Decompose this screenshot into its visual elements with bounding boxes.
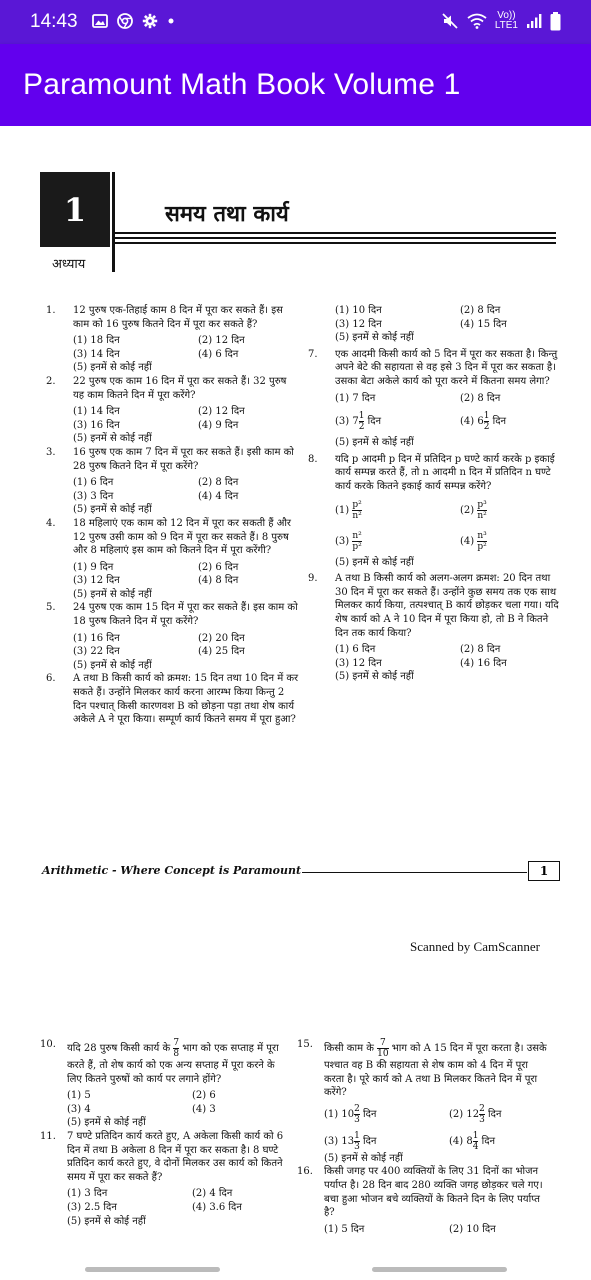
option-prefix: (4) 8 (449, 1135, 473, 1147)
option: (3) 16 दिन (73, 419, 120, 431)
option: (4) 8 दिन (198, 575, 239, 587)
question-4 (46, 517, 300, 558)
question-6 (46, 672, 300, 726)
chapter-title: समय तथा कार्य (165, 201, 289, 227)
option-prefix: (1) (335, 504, 350, 516)
fraction (354, 1104, 360, 1125)
option: (1) 3 दिन (67, 1188, 108, 1200)
option: (2) 8 दिन (460, 305, 501, 316)
option: (2) 6 दिन (198, 561, 239, 573)
question-3 (46, 446, 300, 473)
numerator: 2 (354, 1103, 360, 1114)
page-footer-text: Arithmetic - Where Concept is Paramount (42, 864, 302, 877)
status-right-icons (441, 11, 561, 31)
fraction (473, 1131, 479, 1152)
option: (3) 3 दिन (73, 490, 114, 502)
option: (1) 9 दिन (73, 561, 114, 573)
numerator: n² (352, 530, 362, 541)
right-column (308, 304, 560, 684)
option: (5) इनमें से कोई नहीं (73, 362, 152, 374)
option-prefix: (1) 10 (324, 1108, 355, 1120)
battery-icon (550, 12, 561, 31)
question-text: 24 पुरुष एक काम 15 दिन में पूरा कर सकते हैं। इस काम को 18 पुरुष कितने दिन में पूरा करेंगे? (73, 602, 298, 628)
question-5 (46, 601, 300, 628)
question-11-options (67, 1187, 290, 1214)
signal-icon (526, 13, 542, 29)
wifi-icon (467, 13, 487, 29)
option: (5) इनमें से कोई नहीं (73, 433, 152, 445)
question-9 (308, 572, 560, 640)
option: (1) 10 दिन (335, 305, 382, 316)
status-bar (0, 0, 591, 44)
option: (3) 22 दिन (73, 646, 120, 658)
option (460, 500, 570, 521)
network-bottom-label: LTE1 (494, 20, 518, 31)
question-8 (308, 453, 560, 494)
option: (4) 3.6 दिन (192, 1201, 242, 1213)
option: (3) 14 दिन (73, 348, 120, 360)
title-rule (114, 242, 556, 244)
numerator: 1 (472, 1130, 479, 1141)
left-column (40, 1038, 290, 1228)
numerator: 1 (483, 411, 490, 422)
question-text: A तथा B किसी कार्य को क्रमश: 15 दिन तथा 10 दिन में कर सकते हैं। उन्होंने मिलकर कार्य करना आरम्भ किया किन्तु 2 दिन पश्चात् किसी कारणवश B को छोड़ना पड़ा तथा शेष कार्य अकेले A ने पूरा किया। सम्पूर्ण कार्य कितने समय में पूरा हुआ? (73, 673, 299, 726)
numerator: p³ (477, 499, 487, 510)
option-suffix: दिन (481, 1135, 496, 1147)
option: (2) 12 दिन (198, 406, 245, 418)
title-rule (114, 232, 556, 234)
fraction (359, 411, 365, 432)
option-prefix: (3) (335, 535, 350, 547)
denominator: 3 (479, 1114, 485, 1125)
pdf-viewer[interactable] (0, 126, 591, 1280)
question-text: A तथा B किसी कार्य को अलग-अलग क्रमश: 20 दिन तथा 30 दिन में पूरा कर सकते हैं। उन्होंने कुछ समय तक एक साथ मिलकर कार्य किया, तत्पश्चात् B कार्य छोड़कर चला गया। यदि शेष कार्य को A ने 10 दिन में पूरा किया हो, तो B ने कितने दिन तक कार्य किया? (335, 573, 559, 639)
option (324, 1104, 449, 1125)
footer-rule (302, 872, 527, 873)
option: (5) इनमें से कोई नहीं (73, 588, 152, 600)
option: (5) इनमें से कोई नहीं (73, 504, 152, 516)
option: (2) 10 दिन (449, 1223, 496, 1235)
denominator: 10 (377, 1049, 389, 1059)
option (324, 1131, 449, 1152)
status-time: 14:43 (30, 11, 78, 32)
question-text: यदि 28 पुरुष किसी कार्य के (67, 1043, 171, 1054)
option: (3) 12 दिन (335, 657, 382, 669)
app-bar (0, 44, 591, 126)
question-number: 4. (46, 517, 56, 529)
option-prefix: (4) 6 (460, 416, 484, 428)
mute-icon (441, 12, 459, 30)
option: (5) इनमें से कोई नहीं (335, 671, 414, 683)
chrome-icon (117, 13, 133, 29)
option: (5) इनमें से कोई नहीं (335, 437, 414, 449)
question-number: 2. (46, 375, 56, 387)
pdf-page-2 (0, 986, 591, 1280)
question-number: 5. (46, 602, 56, 614)
chapter-number: 1 (40, 172, 110, 247)
option-prefix: (3) 13 (324, 1135, 355, 1147)
question-text: किसी जगह पर 400 व्यक्तियों के लिए 31 दिनों का भोजन पर्याप्त है। 28 दिन बाद 280 व्यक्ति जगह छोड़कर चले गए। बचा हुआ भोजन बचे व्यक्तियों के कितने दिन के लिए पर्याप्त है? (324, 1166, 543, 1219)
fraction (377, 1038, 388, 1059)
option: (2) 4 दिन (192, 1188, 233, 1200)
option: (1) 6 दिन (335, 644, 376, 656)
option: (5) इनमें से कोई नहीं (67, 1215, 146, 1227)
question-number: 7. (308, 348, 318, 360)
option: (5) इनमें से कोई नहीं (335, 332, 414, 344)
network-top-label: Vo)) (497, 10, 516, 21)
question-text: यदि p आदमी p दिन में प्रतिदिन p घण्टे कार्य करके p इकाई कार्य सम्पन्न करते हैं, तो n आदमी n दिन में प्रतिदिन n घण्टे कार्य करके कितने इकाई कार्य सम्पन्न करेंगे? (335, 453, 555, 492)
numerator: 1 (358, 411, 365, 422)
denominator: 2 (358, 422, 365, 433)
question-text: 12 पुरुष एक-तिहाई काम 8 दिन में पूरा कर सकते हैं। इस काम को 16 पुरुष कितने दिन में पूरा कर सकते हैं? (73, 305, 283, 330)
option (449, 1131, 559, 1152)
option: (3) 2.5 दिन (67, 1201, 117, 1213)
question-15 (297, 1038, 547, 1100)
question-7-options (335, 392, 560, 433)
option: (3) 12 दिन (335, 318, 382, 330)
option (335, 531, 460, 552)
option-suffix: दिन (488, 1108, 502, 1120)
question-number: 16. (297, 1166, 313, 1178)
fraction (477, 531, 486, 552)
title-rule (114, 237, 556, 239)
question-3-options (73, 476, 300, 503)
fraction (479, 1104, 485, 1125)
page-scroll-handle[interactable] (372, 1267, 507, 1272)
question-11 (40, 1130, 290, 1184)
pdf-page-1 (0, 126, 591, 976)
chapter-divider (112, 172, 115, 272)
question-10 (40, 1038, 290, 1086)
volte-indicator (495, 11, 518, 31)
option-prefix: (2) 12 (449, 1108, 480, 1120)
gear-icon (142, 13, 158, 29)
denominator: p² (477, 541, 487, 552)
numerator: 7 (173, 1038, 180, 1048)
question-text: किसी काम के (324, 1043, 374, 1054)
option: (1) 6 दिन (73, 477, 114, 489)
option: (4) 3 (192, 1103, 216, 1115)
option: (5) इनमें से कोई नहीं (67, 1117, 146, 1129)
question-number: 9. (308, 573, 318, 585)
question-2 (46, 375, 300, 402)
scanner-watermark: Scanned by CamScanner (410, 939, 540, 954)
fraction (352, 531, 361, 552)
question-number: 1. (46, 305, 56, 316)
fraction (173, 1038, 179, 1059)
denominator: n² (477, 510, 487, 521)
option-prefix: (2) (460, 504, 475, 516)
right-column (297, 1038, 547, 1236)
option: (1) 18 दिन (73, 335, 120, 347)
option: (1) 7 दिन (335, 392, 376, 404)
option-suffix: दिन (363, 1108, 377, 1120)
question-text: भाग को A 15 दिन में पूरा करता है। उसके पश्चात वह B की सहायता से शेष काम को 4 दिन में पूरा करता है। पूरे कार्य को A तथा B मिलकर कितने दिन में पूरा करेंगे? (324, 1043, 547, 1099)
question-15-options (324, 1104, 547, 1152)
fraction (477, 500, 486, 521)
option: (4) 6 दिन (198, 348, 239, 360)
question-8-options (335, 500, 560, 552)
question-16 (297, 1165, 547, 1219)
option: (1) 5 (67, 1090, 91, 1102)
fraction (354, 1131, 360, 1152)
option: (2) 8 दिन (460, 392, 501, 404)
option-prefix: (4) (460, 535, 475, 547)
option: (1) 14 दिन (73, 406, 120, 418)
option: (1) 5 दिन (324, 1223, 365, 1235)
question-text: 16 पुरुष एक काम 7 दिन में पूरा कर सकते हैं। इसी काम को 28 पुरुष कितने दिन में पूरा करेंगे? (73, 446, 294, 472)
option: (4) 15 दिन (460, 318, 507, 330)
question-number: 6. (46, 673, 56, 685)
question-text: 22 पुरुष एक काम 16 दिन में पूरा कर सकते हैं। 32 पुरुष यह काम कितने दिन में पूरा करेंगे? (73, 375, 287, 401)
denominator: 2 (483, 422, 490, 433)
app-title: Paramount Math Book Volume 1 (23, 68, 461, 101)
numerator: p² (352, 499, 362, 510)
question-number: 8. (308, 453, 318, 465)
status-left-icons (92, 13, 175, 29)
question-5-options (73, 632, 300, 659)
option (460, 531, 570, 552)
image-icon (92, 14, 108, 28)
option (449, 1104, 559, 1125)
question-2-options (73, 405, 300, 432)
denominator: n² (352, 510, 362, 521)
denominator: p² (352, 541, 362, 552)
fraction (352, 500, 361, 521)
question-number: 10. (40, 1039, 56, 1050)
denominator: 3 (354, 1114, 360, 1125)
numerator: 1 (354, 1130, 360, 1141)
chapter-label: अध्याय (52, 257, 86, 272)
option: (4) 4 दिन (198, 490, 239, 502)
question-1 (46, 304, 300, 331)
page-number: 1 (528, 861, 560, 881)
option (460, 411, 570, 432)
question-text: 18 महिलाएं एक काम को 12 दिन में पूरा कर सकती हैं और 12 पुरुष उसी काम को 9 दिन में पूरा कर सकते हैं। 8 पुरुष और 8 महिलाएं इस काम को कितने दिन में पूरा करेंगी? (73, 517, 292, 557)
option: (4) 9 दिन (198, 419, 239, 431)
option: (4) 16 दिन (460, 657, 507, 669)
option: (5) इनमें से कोई नहीं (73, 659, 152, 671)
option: (2) 6 (192, 1090, 216, 1102)
option: (2) 8 दिन (198, 477, 239, 489)
option-suffix: दिन (367, 416, 382, 428)
numerator: n³ (477, 530, 487, 541)
page-scroll-handle[interactable] (85, 1267, 220, 1272)
denominator: 8 (173, 1049, 180, 1059)
option (335, 411, 460, 432)
option: (2) 20 दिन (198, 632, 245, 644)
numerator: 2 (479, 1103, 485, 1114)
question-number: 15. (297, 1039, 313, 1050)
dot-icon (167, 17, 175, 25)
denominator: 3 (354, 1141, 360, 1152)
option (335, 500, 460, 521)
option: (2) 12 दिन (198, 335, 245, 347)
question-text: एक आदमी किसी कार्य को 5 दिन में पूरा कर सकता है। किन्तु अपने बेटे की सहायता से वह इसे 3 दिन में पूरा कर सकता है। उसका बेटा अकेले कार्य को पूरा करने में कितना समय लेगा? (335, 348, 558, 387)
option: (3) 12 दिन (73, 575, 120, 587)
fraction (484, 411, 490, 432)
question-10-options (67, 1089, 290, 1116)
option: (5) इनमें से कोई नहीं (324, 1152, 403, 1164)
option: (3) 4 (67, 1103, 91, 1115)
numerator: 7 (377, 1038, 388, 1049)
question-6-options (335, 304, 560, 331)
question-9-options (335, 643, 560, 670)
left-column (46, 304, 300, 730)
option: (2) 8 दिन (460, 644, 501, 656)
question-16-options (324, 1223, 547, 1237)
option: (4) 25 दिन (198, 646, 245, 658)
option: (5) इनमें से कोई नहीं (335, 556, 414, 568)
question-number: 3. (46, 446, 56, 458)
question-number: 11. (40, 1130, 56, 1142)
option: (1) 16 दिन (73, 632, 120, 644)
question-7 (308, 348, 560, 389)
option-suffix: दिन (492, 416, 507, 428)
question-1-options (73, 334, 300, 361)
denominator: 4 (472, 1141, 479, 1152)
question-text: 7 घण्टे प्रतिदिन कार्य करते हुए, A अकेला किसी कार्य को 6 दिन में तथा B अकेला 8 दिन में पूरा कर सकता है। 8 घण्टे प्रतिदिन कार्य करते हुए, वे दोनों मिलकर उस कार्य को कितने समय में पूरा कर सकते हैं? (67, 1130, 284, 1183)
option-suffix: दिन (363, 1135, 377, 1147)
option-prefix: (3) 7 (335, 416, 359, 428)
question-4-options (73, 561, 300, 588)
question-text: भाग को एक सप्ताह में पूरा करते हैं, तो शेष कार्य को एक अन्य सप्ताह में पूरा करने के लिए कितने पुरुषों को कार्य पर लगाने होंगे? (67, 1043, 279, 1085)
